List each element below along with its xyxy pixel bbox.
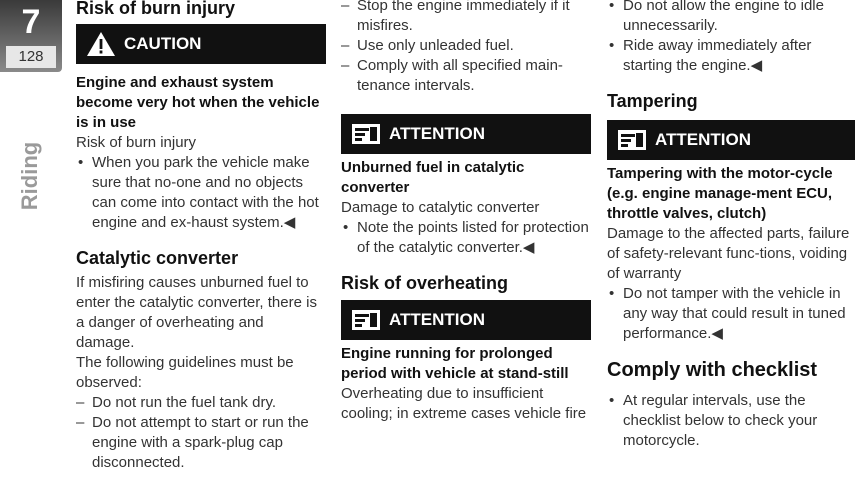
- warning-title: Engine and exhaust system become very hot when the vehicle is in use: [76, 74, 320, 131]
- column-2: [341, 0, 591, 424]
- column-1: [76, 0, 326, 473]
- warning-subtitle: Risk of burn injury: [76, 134, 197, 151]
- warning-title: Unburned fuel in catalytic converter: [341, 159, 525, 196]
- attention-hand-icon: [617, 127, 647, 153]
- attention-banner: [607, 120, 855, 160]
- list-item: • Do not allow the engine to idle unnecessarily.: [607, 0, 855, 36]
- heading-risk-of-overheating: Risk of overheating: [341, 273, 509, 293]
- paragraph: If misfiring causes unburned fuel to enter the catalytic converter, there is a danger of overheating and damage.: [76, 274, 317, 351]
- attention-label: ATTENTION: [389, 310, 486, 329]
- dash-list: [341, 0, 591, 96]
- attention-hand-icon: [351, 121, 381, 147]
- list-item: – Do not attempt to start or run the engine with a spark-plug cap disconnected.: [76, 413, 326, 473]
- column-3: [607, 0, 855, 451]
- warning-subtitle: Damage to catalytic converter: [341, 199, 540, 216]
- warning-text: Overheating due to insufficient cooling; in extreme cases vehicle fire: [341, 385, 587, 422]
- attention-label: ATTENTION: [389, 124, 486, 143]
- list-item: • Note the points listed for protection of the catalytic converter.◀: [341, 218, 591, 258]
- chapter-tab: [0, 0, 62, 72]
- warning-bullet-list: [341, 218, 591, 258]
- heading-catalytic-converter: Catalytic converter: [76, 248, 239, 268]
- list-item: – Stop the engine immediately if it misfires.: [341, 0, 591, 36]
- heading-tampering: Tampering: [607, 91, 698, 111]
- warning-text: Damage to the affected parts, failure of safety-relevant func-tions, voiding of warranty: [607, 225, 850, 282]
- list-item: • At regular intervals, use the checklist below to check your motorcycle.: [607, 391, 855, 451]
- list-item: • Do not tamper with the vehicle in any way that could result in tuned performance.◀: [607, 284, 855, 344]
- list-item: • When you park the vehicle make sure that no-one and no objects can come into contact with the hot engine and ex-haust system.◀: [76, 153, 326, 233]
- heading-risk-of-burn: Risk of burn injury: [76, 0, 236, 18]
- chapter-number: 7: [21, 3, 41, 41]
- page-number: 128: [6, 46, 56, 68]
- dash-list: [76, 393, 326, 473]
- chapter-side-label: Riding: [17, 141, 42, 211]
- attention-banner: [341, 300, 591, 340]
- list-item: • Ride away immediately after starting the engine.◀: [607, 36, 855, 76]
- bullet-list: [607, 0, 855, 76]
- list-item: – Comply with all specified main-tenance intervals.: [341, 56, 591, 96]
- caution-banner: [76, 24, 326, 64]
- paragraph: The following guidelines must be observed:: [76, 354, 294, 391]
- warning-title: Engine running for prolonged period with vehicle at stand-still: [341, 345, 569, 382]
- checklist-bullet-list: [607, 391, 855, 451]
- warning-bullet-list: [607, 284, 855, 344]
- warning-bullet-list: [76, 153, 326, 233]
- heading-comply-with-checklist: Comply with checklist: [607, 359, 818, 381]
- warning-title: Tampering with the motor-cycle (e.g. engine manage-ment ECU, throttle valves, clutch): [607, 165, 833, 222]
- warning-triangle-icon: [86, 31, 116, 57]
- attention-label: ATTENTION: [655, 130, 752, 149]
- caution-label: CAUTION: [124, 34, 202, 53]
- attention-banner: [341, 114, 591, 154]
- list-item: – Use only unleaded fuel.: [341, 36, 591, 56]
- list-item: – Do not run the fuel tank dry.: [76, 393, 326, 413]
- attention-hand-icon: [351, 307, 381, 333]
